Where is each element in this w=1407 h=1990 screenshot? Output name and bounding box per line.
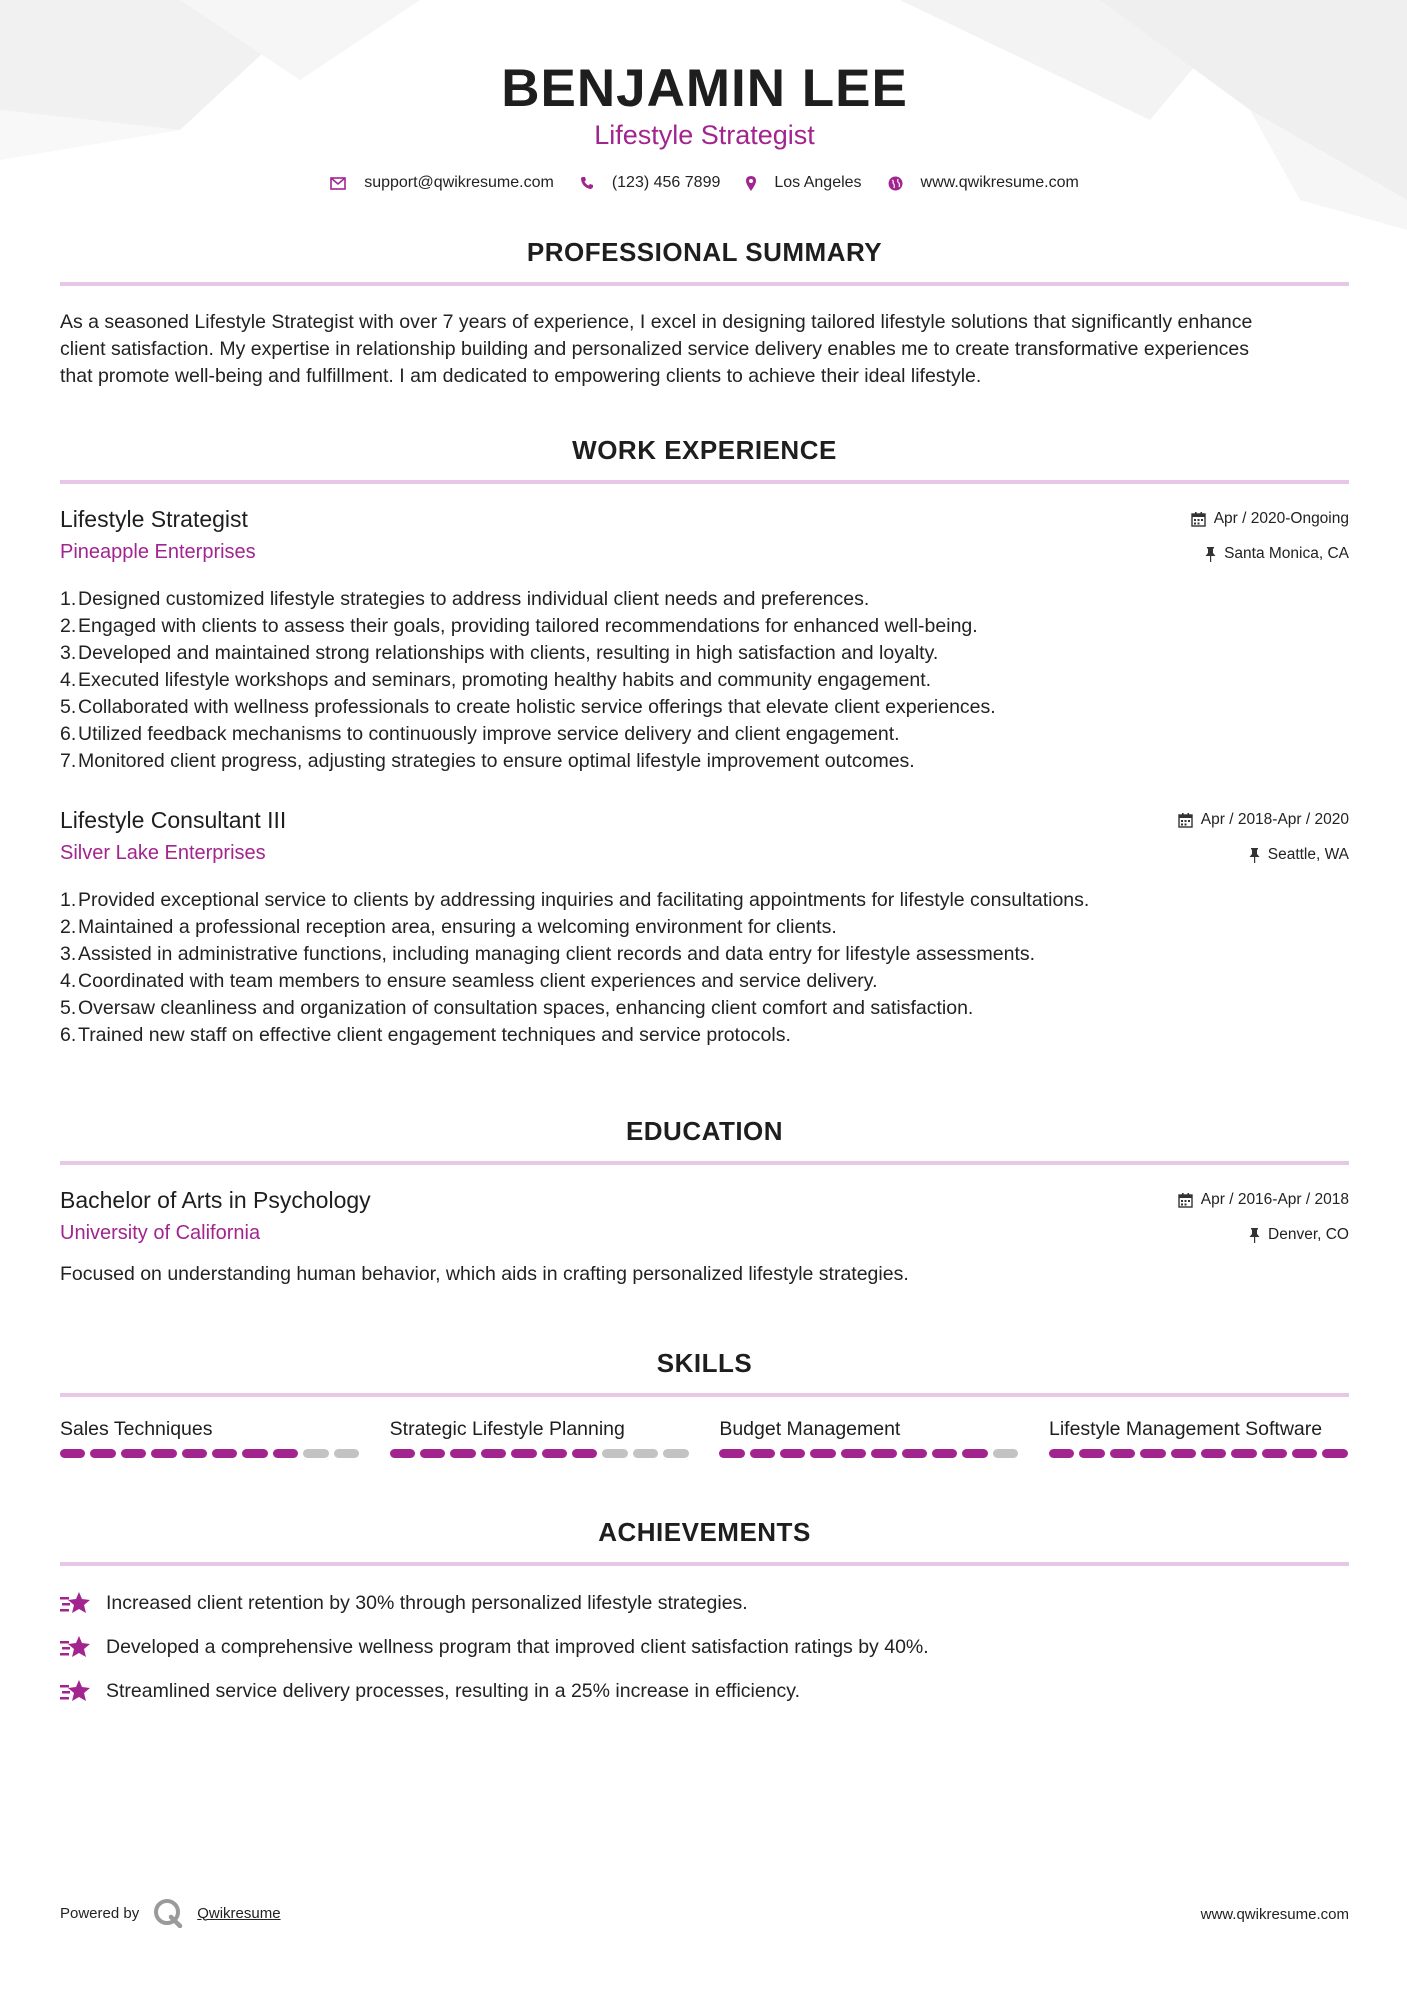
skill-rating-segment — [663, 1449, 688, 1458]
duty-item: 1. Provided exceptional service to clients by addressing inquiries and facilitating appointments for lifestyle consultations. — [60, 887, 1349, 914]
achievement-text: Developed a comprehensive wellness program that improved client satisfaction ratings by 40%. — [106, 1635, 929, 1658]
skill-rating-segment — [602, 1449, 627, 1458]
skill-rating-segment — [572, 1449, 597, 1458]
skill-rating-segment — [242, 1449, 267, 1458]
education-description: Focused on understanding human behavior, which aids in crafting personalized lifestyle strategies. — [60, 1263, 909, 1285]
skill-name: Sales Techniques — [60, 1418, 213, 1440]
pushpin-icon — [1205, 547, 1216, 562]
job-duties — [60, 887, 1349, 1049]
job-entry — [60, 807, 1349, 877]
skill-rating-segment — [182, 1449, 207, 1458]
duty-item: 4. Coordinated with team members to ensure seamless client experiences and service delivery. — [60, 968, 1349, 995]
skill-rating-segment — [1322, 1449, 1347, 1458]
skills-grid — [60, 1418, 1349, 1458]
job-location — [1249, 846, 1349, 864]
duty-text: Coordinated with team members to ensure seamless client experiences and service delivery. — [78, 970, 878, 992]
skill-rating-segment — [420, 1449, 445, 1458]
duty-text: Maintained a professional reception area, ensuring a welcoming environment for clients. — [78, 916, 837, 938]
duty-item: 5. Oversaw cleanliness and organization of consultation spaces, enhancing client comfort and satisfaction. — [60, 995, 1349, 1022]
duty-text: Assisted in administrative functions, including managing client records and data entry for lifestyle assessments. — [78, 943, 1036, 965]
map-pin-icon — [746, 176, 756, 191]
powered-by-label: Powered by — [60, 1904, 140, 1922]
contact-website[interactable] — [888, 174, 1079, 192]
degree-name: Bachelor of Arts in Psychology — [60, 1187, 371, 1213]
skill-rating-segment — [780, 1449, 805, 1458]
summary-line: that promote well-being and fulfillment. I am dedicated to empowering clients to achieve their ideal lifestyle. — [60, 365, 982, 387]
skill-rating-bar — [60, 1449, 360, 1458]
skill-rating-segment — [481, 1449, 506, 1458]
skill-rating-segment — [633, 1449, 658, 1458]
skill-rating-segment — [810, 1449, 835, 1458]
education-location — [1249, 1226, 1349, 1244]
skills-section — [60, 1348, 1349, 1397]
duty-item: 7. Monitored client progress, adjusting strategies to ensure optimal lifestyle improvement outcomes. — [60, 748, 1349, 775]
skill-rating-bar — [719, 1449, 1019, 1458]
phone-icon — [580, 176, 594, 190]
achievements-heading: ACHIEVEMENTS — [598, 1517, 811, 1547]
contact-location-text: Los Angeles — [774, 174, 862, 191]
duty-text: Monitored client progress, adjusting strategies to ensure optimal lifestyle improvement outcomes. — [78, 750, 915, 772]
skill-rating-segment — [60, 1449, 85, 1458]
contact-location — [746, 174, 861, 192]
skill-rating-segment — [511, 1449, 536, 1458]
education-location-text: Denver, CO — [1268, 1226, 1349, 1243]
skill-rating-segment — [151, 1449, 176, 1458]
duty-text: Designed customized lifestyle strategies to address individual client needs and preferences. — [78, 588, 870, 610]
skill-item — [1049, 1418, 1349, 1458]
skill-rating-segment — [1231, 1449, 1256, 1458]
job-title: Lifestyle Strategist — [60, 506, 248, 532]
duty-item: 6. Trained new staff on effective client engagement techniques and service protocols. — [60, 1022, 1349, 1049]
skill-rating-segment — [542, 1449, 567, 1458]
contact-email-text: support@qwikresume.com — [364, 174, 554, 191]
education-dates-text: Apr / 2016-Apr / 2018 — [1200, 1191, 1349, 1208]
skill-rating-bar — [390, 1449, 690, 1458]
summary-divider — [60, 282, 1349, 286]
skill-rating-segment — [303, 1449, 328, 1458]
contact-website-text: www.qwikresume.com — [920, 174, 1079, 191]
duty-text: Developed and maintained strong relationships with clients, resulting in high satisfaction and loyalty. — [78, 642, 939, 664]
pushpin-icon — [1249, 848, 1260, 863]
contact-phone-text: (123) 456 7899 — [611, 174, 721, 191]
skill-rating-segment — [871, 1449, 896, 1458]
envelope-icon — [330, 177, 346, 190]
duty-text: Oversaw cleanliness and organization of consultation spaces, enhancing client comfort and satisfaction. — [78, 997, 974, 1019]
skill-rating-segment — [1292, 1449, 1317, 1458]
achievement-item — [60, 1590, 1349, 1616]
skill-rating-segment — [1049, 1449, 1074, 1458]
job-location-text: Santa Monica, CA — [1224, 545, 1349, 562]
education-dates — [1178, 1191, 1349, 1209]
skill-rating-segment — [1140, 1449, 1165, 1458]
achievement-text: Increased client retention by 30% through personalized lifestyle strategies. — [106, 1591, 748, 1614]
job-dates — [1191, 510, 1349, 528]
skill-rating-segment — [273, 1449, 298, 1458]
skill-item — [719, 1418, 1019, 1458]
achievements-section — [60, 1517, 1349, 1566]
skill-rating-segment — [90, 1449, 115, 1458]
job-dates-text: Apr / 2018-Apr / 2020 — [1200, 811, 1349, 828]
duty-text: Collaborated with wellness professionals to create holistic service offerings that elevate client experiences. — [78, 696, 996, 718]
skill-name: Budget Management — [719, 1418, 901, 1440]
achievement-text: Streamlined service delivery processes, resulting in a 25% increase in efficiency. — [106, 1679, 801, 1702]
shooting-star-icon — [60, 1678, 92, 1704]
calendar-icon — [1178, 1193, 1193, 1208]
qwikresume-link[interactable]: Qwikresume — [197, 1904, 281, 1922]
job-company: Pineapple Enterprises — [60, 541, 256, 563]
school-name: University of California — [60, 1222, 261, 1244]
skill-rating-segment — [334, 1449, 359, 1458]
skill-rating-segment — [1110, 1449, 1135, 1458]
job-company: Silver Lake Enterprises — [60, 842, 266, 864]
contact-phone[interactable] — [580, 174, 721, 192]
summary-line: As a seasoned Lifestyle Strategist with over 7 years of experience, I excel in designing tailored lifestyle solutions that significantly enhance — [60, 311, 1253, 333]
experience-heading: WORK EXPERIENCE — [572, 435, 837, 465]
experience-section — [60, 435, 1349, 484]
skill-item — [60, 1418, 360, 1458]
skill-rating-bar — [1049, 1449, 1349, 1458]
skills-divider — [60, 1393, 1349, 1397]
skills-heading: SKILLS — [656, 1348, 753, 1378]
globe-icon — [888, 176, 903, 191]
duty-text: Trained new staff on effective client engagement techniques and service protocols. — [78, 1024, 791, 1046]
achievements-divider — [60, 1562, 1349, 1566]
skill-rating-segment — [1262, 1449, 1287, 1458]
skill-rating-segment — [1201, 1449, 1226, 1458]
job-location — [1205, 545, 1349, 563]
job-duties — [60, 586, 1349, 775]
duty-text: Utilized feedback mechanisms to continuously improve service delivery and client engagement. — [78, 723, 900, 745]
skill-rating-segment — [962, 1449, 987, 1458]
summary-text — [60, 309, 1349, 390]
shooting-star-icon — [60, 1634, 92, 1660]
skill-rating-segment — [750, 1449, 775, 1458]
education-entry — [60, 1187, 1349, 1257]
contact-bar — [60, 174, 1349, 192]
skill-rating-segment — [1171, 1449, 1196, 1458]
skill-rating-segment — [719, 1449, 744, 1458]
skill-name: Strategic Lifestyle Planning — [389, 1418, 625, 1440]
skill-rating-segment — [390, 1449, 415, 1458]
education-heading: EDUCATION — [625, 1116, 784, 1146]
achievement-item — [60, 1678, 1349, 1704]
duty-item: 3. Developed and maintained strong relationships with clients, resulting in high satisfaction and loyalty. — [60, 640, 1349, 667]
job-dates — [1178, 811, 1349, 829]
skill-rating-segment — [841, 1449, 866, 1458]
summary-heading: PROFESSIONAL SUMMARY — [526, 237, 883, 267]
qwikresume-logo-icon — [153, 1898, 183, 1928]
duty-text: Provided exceptional service to clients by addressing inquiries and facilitating appointments for lifestyle consultations. — [78, 889, 1090, 911]
skill-rating-segment — [121, 1449, 146, 1458]
duty-item: 4. Executed lifestyle workshops and seminars, promoting healthy habits and community engagement. — [60, 667, 1349, 694]
summary-line: client satisfaction. My expertise in relationship building and personalized service delivery enables me to create transformative experiences — [60, 338, 1250, 360]
skill-rating-segment — [1079, 1449, 1104, 1458]
duty-item: 2. Engaged with clients to assess their goals, providing tailored recommendations for enhanced well-being. — [60, 613, 1349, 640]
contact-email[interactable] — [330, 174, 554, 192]
candidate-name: BENJAMIN LEE — [501, 59, 908, 118]
duty-item: 6. Utilized feedback mechanisms to continuously improve service delivery and client engagement. — [60, 721, 1349, 748]
duty-item: 3. Assisted in administrative functions, including managing client records and data entry for lifestyle assessments. — [60, 941, 1349, 968]
skill-rating-segment — [932, 1449, 957, 1458]
achievement-item — [60, 1634, 1349, 1660]
skill-rating-segment — [212, 1449, 237, 1458]
job-location-text: Seattle, WA — [1267, 846, 1349, 863]
skill-rating-segment — [902, 1449, 927, 1458]
calendar-icon — [1178, 813, 1193, 828]
pushpin-icon — [1249, 1228, 1260, 1243]
footer-website[interactable]: www.qwikresume.com — [1200, 1906, 1349, 1923]
job-title: Lifestyle Consultant III — [60, 807, 287, 833]
shooting-star-icon — [60, 1590, 92, 1616]
experience-divider — [60, 480, 1349, 484]
summary-section — [60, 237, 1349, 286]
footer-branding — [60, 1898, 281, 1928]
skill-rating-segment — [450, 1449, 475, 1458]
duty-item: 5. Collaborated with wellness professionals to create holistic service offerings that elevate client experiences. — [60, 694, 1349, 721]
duty-text: Executed lifestyle workshops and seminars, promoting healthy habits and community engagement. — [78, 669, 932, 691]
skill-name: Lifestyle Management Software — [1048, 1418, 1323, 1440]
skill-rating-segment — [993, 1449, 1018, 1458]
job-dates-text: Apr / 2020-Ongoing — [1213, 510, 1349, 527]
education-section — [60, 1116, 1349, 1165]
duty-text: Engaged with clients to assess their goals, providing tailored recommendations for enhanced well-being. — [78, 615, 978, 637]
duty-item: 2. Maintained a professional reception area, ensuring a welcoming environment for clients. — [60, 914, 1349, 941]
calendar-icon — [1191, 512, 1206, 527]
job-entry — [60, 506, 1349, 576]
education-divider — [60, 1161, 1349, 1165]
skill-item — [390, 1418, 690, 1458]
duty-item: 1. Designed customized lifestyle strategies to address individual client needs and preferences. — [60, 586, 1349, 613]
candidate-title: Lifestyle Strategist — [594, 120, 815, 150]
